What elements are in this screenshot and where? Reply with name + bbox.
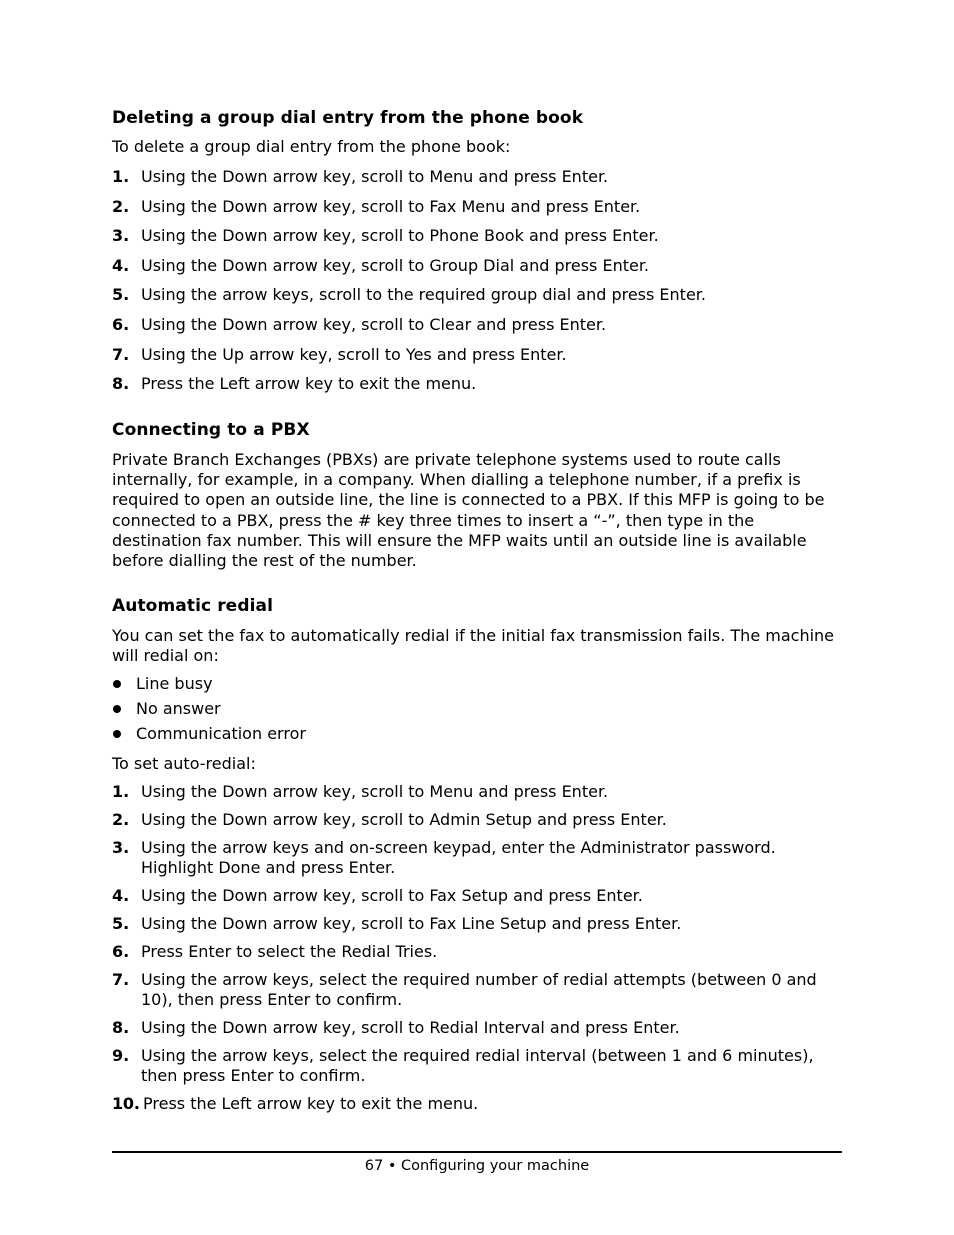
- step-item: [112, 167, 842, 187]
- footer-separator: •: [387, 1158, 397, 1174]
- bullet-icon: [113, 680, 121, 688]
- step-text: Using the Down arrow key, scroll to Fax Setup and press Enter.: [141, 886, 643, 906]
- step-text: Using the Down arrow key, scroll to Fax Line Setup and press Enter.: [141, 914, 682, 934]
- step-text: Press Enter to select the Redial Tries.: [141, 942, 438, 962]
- step-text: Using the arrow keys and on-screen keypad, enter the Administrator password. Highlight Done and press Enter.: [141, 838, 776, 878]
- step-item: [112, 970, 842, 1010]
- chapter-title: Configuring your machine: [401, 1158, 590, 1174]
- step-text: Using the Down arrow key, scroll to Fax Menu and press Enter.: [141, 196, 641, 216]
- step-text: Using the arrow keys, select the required number of redial attempts (between 0 and 10), then press Enter to confirm.: [141, 970, 817, 1010]
- step-number: 10.: [112, 1094, 140, 1114]
- bullet-item: [112, 699, 842, 724]
- step-number: 7.: [112, 344, 130, 364]
- step-text: Using the Down arrow key, scroll to Phone Book and press Enter.: [141, 226, 659, 246]
- bullet-item: [112, 724, 842, 749]
- step-item: [112, 1046, 842, 1086]
- setup-intro: To set auto-redial:: [112, 754, 256, 774]
- step-number: 7.: [112, 970, 130, 990]
- step-item: [112, 914, 842, 934]
- section-delete-group-dial: [112, 107, 842, 394]
- section-automatic-redial: [112, 595, 842, 1114]
- bullet-icon: [113, 705, 121, 713]
- step-item: [112, 345, 842, 365]
- step-number: 8.: [112, 1018, 130, 1038]
- redial-conditions-list: [112, 674, 842, 749]
- step-item: [112, 810, 842, 830]
- step-item: [112, 226, 842, 246]
- redial-intro: You can set the fax to automatically redial if the initial fax transmission fails. The machine will redial on:: [112, 626, 835, 666]
- step-item: [112, 1018, 842, 1038]
- page-footer: [112, 1157, 842, 1175]
- bullet-text: Communication error: [136, 724, 306, 744]
- step-item: [112, 886, 842, 906]
- redial-steps-list: [112, 782, 842, 1114]
- footer-divider: [112, 1151, 842, 1153]
- step-text: Press the Left arrow key to exit the menu.: [143, 1094, 479, 1114]
- step-number: 4.: [112, 886, 130, 906]
- step-item: [112, 942, 842, 962]
- pbx-paragraph: Private Branch Exchanges (PBXs) are private telephone systems used to route calls internally, for example, in a company. When dialling a telephone number, if a prefix is required to open an outside line, the line is connected to a PBX. If this MFP is going to be connected to a PBX, press the # key three times to insert a “-”, then type in the destination fax number. This will ensure the MFP waits until an outside line is available before dialling the rest of the number.: [112, 450, 825, 571]
- section-heading: Deleting a group dial entry from the phone book: [112, 108, 584, 128]
- section-heading: Automatic redial: [112, 596, 274, 616]
- bullet-icon: [113, 730, 121, 738]
- section-heading: Connecting to a PBX: [112, 420, 310, 440]
- step-item: [112, 256, 842, 276]
- step-number: 5.: [112, 914, 130, 934]
- step-text: Using the Down arrow key, scroll to Redial Interval and press Enter.: [141, 1018, 680, 1038]
- step-text: Using the Down arrow key, scroll to Group Dial and press Enter.: [141, 255, 650, 275]
- step-item: [112, 782, 842, 802]
- step-item: [112, 838, 842, 878]
- step-text: Using the Down arrow key, scroll to Admin Setup and press Enter.: [141, 810, 667, 830]
- step-text: Using the arrow keys, select the required redial interval (between 1 and 6 minutes), then press Enter to confirm.: [141, 1046, 814, 1086]
- bullet-text: No answer: [136, 699, 221, 719]
- step-text: Using the Down arrow key, scroll to Clear and press Enter.: [141, 314, 607, 334]
- step-text: Using the Down arrow key, scroll to Menu and press Enter.: [141, 782, 609, 802]
- step-item: [112, 315, 842, 335]
- step-number: 3.: [112, 226, 130, 246]
- step-item: [112, 285, 842, 305]
- step-text: Using the Down arrow key, scroll to Menu and press Enter.: [141, 167, 609, 186]
- step-item: [112, 374, 842, 394]
- step-number: 9.: [112, 1046, 130, 1066]
- step-text: Using the arrow keys, scroll to the required group dial and press Enter.: [141, 285, 706, 305]
- step-number: 5.: [112, 285, 130, 305]
- step-text: Using the Up arrow key, scroll to Yes and press Enter.: [141, 344, 567, 364]
- step-number: 1.: [112, 782, 130, 802]
- step-number: 8.: [112, 374, 130, 394]
- page-number: 67: [364, 1158, 384, 1174]
- step-item: [112, 1094, 842, 1114]
- step-number: 3.: [112, 838, 130, 858]
- step-number: 2.: [112, 196, 130, 216]
- step-number: 4.: [112, 255, 130, 275]
- delete-steps-list: [112, 167, 842, 394]
- bullet-text: Line busy: [136, 674, 213, 694]
- step-item: [112, 197, 842, 217]
- step-number: 2.: [112, 810, 130, 830]
- step-number: 6.: [112, 314, 130, 334]
- section-pbx: [112, 419, 842, 571]
- section-intro: To delete a group dial entry from the phone book:: [112, 137, 511, 156]
- step-text: Press the Left arrow key to exit the menu.: [141, 374, 477, 394]
- bullet-item: [112, 674, 842, 699]
- step-number: 6.: [112, 942, 130, 962]
- step-number: 1.: [112, 167, 130, 186]
